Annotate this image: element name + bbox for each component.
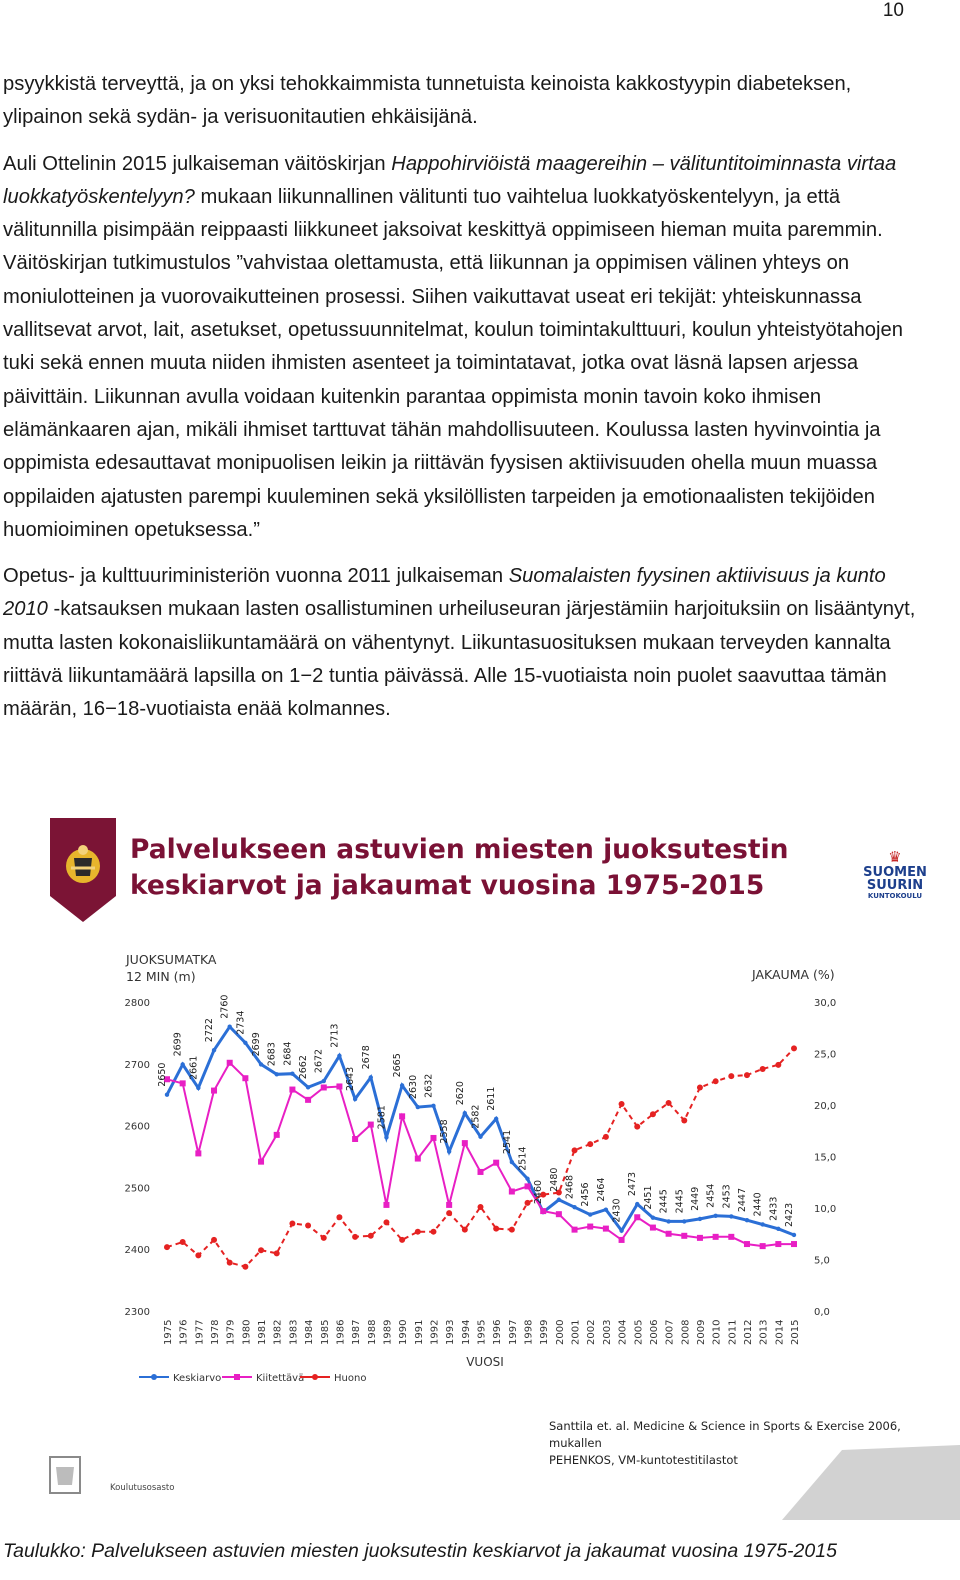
point-keskiarvo [431, 1104, 435, 1108]
point-keskiarvo [666, 1219, 670, 1223]
point-kiitettava [525, 1183, 531, 1189]
point-kiitettava [430, 1135, 436, 1141]
point-kiitettava [446, 1202, 452, 1208]
data-label: 2433 [768, 1196, 780, 1221]
y-tick-label: 2300 [124, 1307, 150, 1318]
y-tick-label: 2600 [124, 1121, 150, 1133]
point-huono [352, 1234, 358, 1240]
point-keskiarvo [416, 1105, 420, 1109]
point-kiitettava [195, 1150, 201, 1156]
point-keskiarvo [510, 1160, 514, 1164]
x-tick-label: 2015 [790, 1319, 801, 1345]
y-tick-label: 2400 [124, 1245, 150, 1257]
x-tick-label: 1991 [413, 1319, 425, 1345]
legend-marker [234, 1374, 240, 1380]
data-label: 2699 [251, 1032, 263, 1057]
data-label: 2456 [580, 1182, 592, 1207]
point-keskiarvo [478, 1135, 482, 1139]
point-huono [211, 1237, 217, 1243]
x-tick-label: 2014 [774, 1319, 786, 1345]
legend-marker [312, 1374, 318, 1380]
logo-text-1: SUOMEN [863, 865, 927, 880]
body-text [3, 68, 918, 740]
x-tick-label: 2004 [617, 1319, 629, 1345]
point-huono [728, 1073, 734, 1079]
x-axis-label: VUOSI [466, 1355, 504, 1369]
point-huono [415, 1229, 421, 1235]
x-tick-label: 2006 [648, 1319, 660, 1345]
point-kiitettava [383, 1202, 389, 1208]
data-label: 2650 [157, 1062, 168, 1087]
data-label: 2630 [407, 1074, 419, 1100]
paragraph-2-run-2: Happohirviöistä maagereihin – välituntitoiminnasta virtaa luokkatyöskentelyyn? [3, 152, 897, 208]
paragraph-3-run-3: -katsauksen mukaan lasten osallistuminen urheiluseuran järjestämiin harjoituksiin on lisääntynyt, mutta lasten kokonaisliikuntamäärä on vähentynyt. Liikuntasuosituksen mukaan terveyden kannalta riittävä liikuntamäärä lapsilla on 1−2 tuntia päivässä. Alle 15-vuotiaista noin puolet saavuttaa tämän määrän, 16−18-vuotiaista enää kolmannes. [3, 598, 916, 721]
point-keskiarvo [572, 1205, 576, 1209]
x-tick-label: 1994 [460, 1319, 472, 1345]
lion-badge-icon [48, 1455, 82, 1495]
paragraph-2-run-1: Auli Ottelinin 2015 julkaiseman väitöskirjan [3, 152, 392, 175]
point-huono [289, 1220, 295, 1226]
point-kiitettava [556, 1211, 562, 1217]
point-keskiarvo [290, 1071, 294, 1075]
data-label: 2632 [423, 1073, 435, 1098]
point-keskiarvo [369, 1075, 373, 1079]
point-huono [666, 1100, 672, 1106]
ministry-logo [48, 1455, 198, 1499]
y2-tick-label: 5,0 [814, 1255, 830, 1267]
x-tick-label: 1986 [335, 1319, 347, 1345]
point-huono [195, 1252, 201, 1258]
y-axis-label-line-1: JUOKSUMATKA [126, 952, 217, 967]
point-kiitettava [666, 1231, 672, 1237]
point-huono [493, 1226, 499, 1232]
point-huono [446, 1210, 452, 1216]
data-label: 2699 [172, 1032, 184, 1057]
point-keskiarvo [792, 1233, 796, 1237]
chart-title-line-2: keskiarvot ja jakaumat vuosina 1975-2015 [130, 870, 765, 901]
point-huono [744, 1072, 750, 1078]
data-label: 2460 [533, 1179, 545, 1205]
point-keskiarvo [353, 1097, 357, 1101]
point-huono [525, 1200, 531, 1206]
point-kiitettava [697, 1235, 703, 1241]
point-keskiarvo [337, 1054, 341, 1058]
data-label: 2722 [204, 1018, 216, 1043]
point-keskiarvo [400, 1083, 404, 1087]
y2-tick-label: 10,0 [814, 1204, 837, 1215]
data-label: 2678 [360, 1045, 372, 1070]
x-tick-label: 1978 [210, 1319, 222, 1345]
figure-caption: Taulukko: Palvelukseen astuvien miesten juoksutestin keskiarvot ja jakaumat vuosina 1975-2015 [3, 1540, 837, 1562]
point-kiitettava [211, 1088, 217, 1094]
x-tick-label: 1987 [351, 1319, 363, 1345]
x-tick-label: 1997 [507, 1319, 519, 1345]
point-huono [791, 1045, 797, 1051]
chart-figure [42, 810, 960, 1525]
data-label: 2440 [752, 1192, 764, 1217]
data-label: 2734 [235, 1010, 247, 1035]
point-kiitettava [681, 1233, 687, 1239]
point-kiitettava [289, 1087, 295, 1093]
source-line-2: PEHENKOS, VM-kuntotestitilastot [549, 1453, 738, 1467]
data-label: 2672 [313, 1048, 325, 1074]
point-keskiarvo [525, 1177, 529, 1181]
x-tick-label: 2013 [758, 1319, 770, 1345]
source-line-1: Santtila et. al. Medicine & Science in Sports & Exercise 2006, mukallen [549, 1419, 901, 1450]
data-label: 2665 [392, 1053, 404, 1078]
x-tick-label: 1985 [319, 1319, 331, 1345]
running-test-chart [42, 810, 960, 1410]
point-keskiarvo [588, 1212, 592, 1216]
x-tick-label: 2001 [570, 1319, 582, 1345]
paragraph-1-run-1: psyykkistä terveyttä, ja on yksi tehokkaimmista tunnetuista keinoista kakkostyypin diabeteksen, ylipainon sekä sydän- ja verisuonitautien ehkäisijänä. [3, 73, 852, 129]
data-label: 2480 [548, 1167, 560, 1192]
data-label: 2430 [611, 1198, 623, 1223]
data-label: 2611 [486, 1086, 498, 1111]
point-keskiarvo [165, 1093, 169, 1097]
point-kiitettava [540, 1208, 546, 1214]
x-tick-label: 1988 [366, 1319, 378, 1345]
x-tick-label: 1998 [523, 1319, 535, 1345]
point-kiitettava [587, 1224, 593, 1230]
x-tick-label: 1992 [429, 1319, 441, 1345]
point-huono [650, 1111, 656, 1117]
x-tick-label: 1979 [225, 1319, 237, 1345]
point-keskiarvo [275, 1072, 279, 1076]
ministry-label: Koulutusosasto [110, 1483, 175, 1493]
x-tick-label: 1996 [492, 1319, 504, 1345]
y2-tick-label: 20,0 [814, 1101, 837, 1112]
data-label: 2620 [454, 1081, 466, 1106]
point-huono [242, 1264, 248, 1270]
point-keskiarvo [698, 1217, 702, 1221]
point-kiitettava [791, 1241, 797, 1247]
point-huono [775, 1062, 781, 1068]
point-keskiarvo [604, 1207, 608, 1211]
x-tick-label: 1976 [178, 1319, 190, 1345]
data-label: 2473 [627, 1171, 639, 1197]
x-tick-label: 1989 [382, 1319, 394, 1345]
point-keskiarvo [776, 1227, 780, 1231]
data-label: 2451 [642, 1185, 654, 1210]
x-tick-label: 1990 [398, 1319, 410, 1345]
y2-axis-label: JAKAUMA (%) [752, 967, 835, 982]
point-keskiarvo [729, 1214, 733, 1218]
point-huono [478, 1204, 484, 1210]
point-keskiarvo [322, 1079, 326, 1083]
point-kiitettava [728, 1234, 734, 1240]
point-kiitettava [336, 1083, 342, 1089]
y2-tick-label: 25,0 [814, 1049, 837, 1061]
legend-label: Kiitettävä [256, 1373, 305, 1384]
x-tick-label: 2009 [695, 1319, 707, 1345]
y2-tick-label: 15,0 [814, 1152, 837, 1164]
point-huono [180, 1239, 186, 1245]
paragraph-3 [3, 560, 918, 726]
data-label: 2449 [689, 1186, 701, 1211]
data-label: 2760 [219, 994, 231, 1019]
point-keskiarvo [713, 1214, 717, 1218]
x-tick-label: 2010 [711, 1319, 723, 1345]
page-number: 10 [882, 0, 904, 21]
x-tick-label: 2003 [601, 1319, 613, 1345]
point-kiitettava [321, 1084, 327, 1090]
data-label: 2445 [674, 1189, 686, 1214]
point-huono [462, 1227, 468, 1233]
point-kiitettava [242, 1075, 248, 1081]
point-huono [227, 1260, 233, 1266]
point-keskiarvo [745, 1218, 749, 1222]
point-huono [383, 1219, 389, 1225]
data-label: 2581 [376, 1105, 388, 1130]
x-tick-label: 1983 [288, 1319, 300, 1345]
data-label: 2582 [470, 1104, 482, 1129]
point-huono [321, 1235, 327, 1241]
point-huono [619, 1101, 625, 1107]
data-label: 2447 [736, 1187, 748, 1213]
data-label: 2558 [439, 1119, 451, 1144]
x-tick-label: 2005 [633, 1319, 645, 1345]
point-kiitettava [399, 1113, 405, 1119]
point-keskiarvo [494, 1117, 498, 1121]
x-tick-label: 1980 [241, 1319, 253, 1345]
x-tick-label: 1975 [163, 1319, 174, 1345]
x-tick-label: 2007 [664, 1319, 676, 1345]
point-huono [399, 1237, 405, 1243]
point-kiitettava [462, 1140, 468, 1146]
point-keskiarvo [463, 1111, 467, 1115]
data-label: 2445 [658, 1189, 670, 1214]
point-huono [587, 1141, 593, 1147]
x-tick-label: 1984 [304, 1319, 316, 1345]
point-keskiarvo [306, 1085, 310, 1089]
point-kiitettava [713, 1234, 719, 1240]
point-kiitettava [650, 1225, 656, 1231]
point-huono [164, 1244, 170, 1250]
point-keskiarvo [619, 1228, 623, 1232]
x-tick-label: 2012 [742, 1319, 754, 1345]
y-tick-label: 2700 [124, 1059, 150, 1071]
point-huono [368, 1233, 374, 1239]
data-label: 2514 [517, 1146, 529, 1171]
point-kiitettava [619, 1237, 625, 1243]
point-keskiarvo [635, 1202, 639, 1206]
point-kiitettava [352, 1136, 358, 1142]
point-kiitettava [775, 1241, 781, 1247]
point-kiitettava [744, 1241, 750, 1247]
x-tick-label: 1995 [476, 1319, 488, 1345]
point-huono [336, 1214, 342, 1220]
point-huono [681, 1117, 687, 1123]
data-label: 2661 [188, 1055, 200, 1080]
data-label: 2423 [784, 1202, 795, 1227]
data-label: 2683 [266, 1042, 278, 1067]
point-keskiarvo [760, 1222, 764, 1226]
point-keskiarvo [384, 1135, 388, 1139]
point-kiitettava [180, 1080, 186, 1086]
legend-label: Keskiarvo [173, 1373, 222, 1384]
y2-tick-label: 0,0 [814, 1307, 830, 1318]
point-keskiarvo [447, 1149, 451, 1153]
point-keskiarvo [557, 1198, 561, 1202]
data-label: 2468 [564, 1174, 576, 1200]
point-huono [509, 1227, 515, 1233]
point-kiitettava [227, 1060, 233, 1066]
point-huono [760, 1066, 766, 1072]
paragraph-3-run-1: Opetus- ja kulttuuriministeriön vuonna 2011 julkaiseman [3, 565, 509, 588]
logo-text-2: SUURIN [866, 878, 924, 893]
point-keskiarvo [259, 1062, 263, 1066]
point-keskiarvo [243, 1041, 247, 1045]
legend-marker [151, 1374, 157, 1380]
x-tick-label: 1999 [539, 1319, 551, 1345]
x-tick-label: 1981 [257, 1319, 269, 1345]
point-huono [697, 1084, 703, 1090]
point-kiitettava [415, 1156, 421, 1162]
data-label: 2662 [298, 1055, 310, 1080]
paragraph-3-run-2: Suomalaisten fyysinen aktiivisuus ja kunto 2010 [3, 565, 886, 621]
point-huono [603, 1134, 609, 1140]
y-axis-label-line-2: 12 MIN (m) [126, 969, 196, 984]
point-kiitettava [634, 1214, 640, 1220]
y2-tick-label: 30,0 [814, 998, 837, 1009]
point-huono [430, 1229, 436, 1235]
point-kiitettava [493, 1160, 499, 1166]
point-keskiarvo [228, 1025, 232, 1029]
data-label: 2541 [501, 1129, 513, 1155]
chart-title-line-1: Palvelukseen astuvien miesten juoksutestin [130, 834, 789, 865]
x-tick-label: 1993 [445, 1319, 457, 1345]
x-tick-label: 1982 [272, 1319, 284, 1345]
y-tick-label: 2500 [124, 1183, 150, 1195]
point-kiitettava [572, 1227, 578, 1233]
point-huono [258, 1247, 264, 1253]
point-huono [572, 1147, 578, 1153]
point-keskiarvo [196, 1086, 200, 1090]
paragraph-2-run-3: mukaan liikunnallinen välitunti tuo vaihtelua luokkatyöskentelyyn, ja että välitunnilla pisimpään reippaasti liikkuneet jaksoivat keskittyä oppimiseen hieman muita paremmin. Väitöskirjan tutkimustulos ”vahvistaa olettamusta, että liikunnan ja oppimisen välinen yhteys on moniulotteinen ja vuorovaikutteinen prosessi. Siihen vaikuttavat useat eri tekijät: yhteiskunnassa vallitsevat arvot, lait, asetukset, opetussuunnitelmat, koulun toimintakulttuuri, koulun yhteistyötahojen tuki sekä ennen muuta niiden ihmisten asenteet ja toimintatavat, jotka ovat läsnä lapsen arjessa päivittäin. Liikunnan avulla voidaan kuitenkin parantaa oppimista monin tavoin koko ihmisen elämänkaaren ajan, mikäli ihmiset tarttuvat tähän mahdollisuuteen. Koulussa lasten hyvinvointia ja oppimista edesauttavat monipuolisen leikin ja riittävän fyysisen aktiivisuuden ohella muun muassa oppilaiden ajatusten parempi kuuleminen sekä yksilöllisten tarpeiden ja emotionaalisten tekijöiden huomioiminen opetuksessa.” [3, 185, 903, 541]
point-kiitettava [368, 1122, 374, 1128]
point-huono [634, 1124, 640, 1130]
point-kiitettava [258, 1159, 264, 1165]
point-kiitettava [760, 1243, 766, 1249]
paragraph-2 [3, 148, 918, 548]
point-kiitettava [603, 1226, 609, 1232]
y-tick-label: 2800 [124, 998, 150, 1009]
x-tick-label: 2000 [554, 1319, 566, 1345]
point-huono [713, 1078, 719, 1084]
point-kiitettava [305, 1097, 311, 1103]
x-tick-label: 2002 [586, 1319, 598, 1345]
point-keskiarvo [651, 1215, 655, 1219]
data-label: 2713 [329, 1023, 341, 1048]
x-tick-label: 2008 [680, 1319, 692, 1345]
paragraph-1 [3, 68, 918, 135]
point-huono [305, 1223, 311, 1229]
x-tick-label: 2011 [727, 1319, 739, 1345]
lion-crest-icon: ♛ [888, 848, 902, 866]
data-label: 2643 [345, 1066, 357, 1092]
point-kiitettava [274, 1132, 280, 1138]
data-label: 2453 [721, 1184, 733, 1209]
point-kiitettava [478, 1169, 484, 1175]
point-kiitettava [509, 1189, 515, 1195]
point-huono [274, 1250, 280, 1256]
legend-label: Huono [334, 1373, 367, 1384]
point-keskiarvo [212, 1048, 216, 1052]
x-tick-label: 1977 [194, 1319, 206, 1345]
point-keskiarvo [682, 1219, 686, 1223]
data-label: 2684 [282, 1041, 294, 1066]
logo-text-3: KUNTOKOULU [867, 892, 923, 900]
data-label: 2454 [705, 1183, 717, 1208]
point-keskiarvo [180, 1062, 184, 1066]
data-label: 2464 [595, 1177, 607, 1202]
